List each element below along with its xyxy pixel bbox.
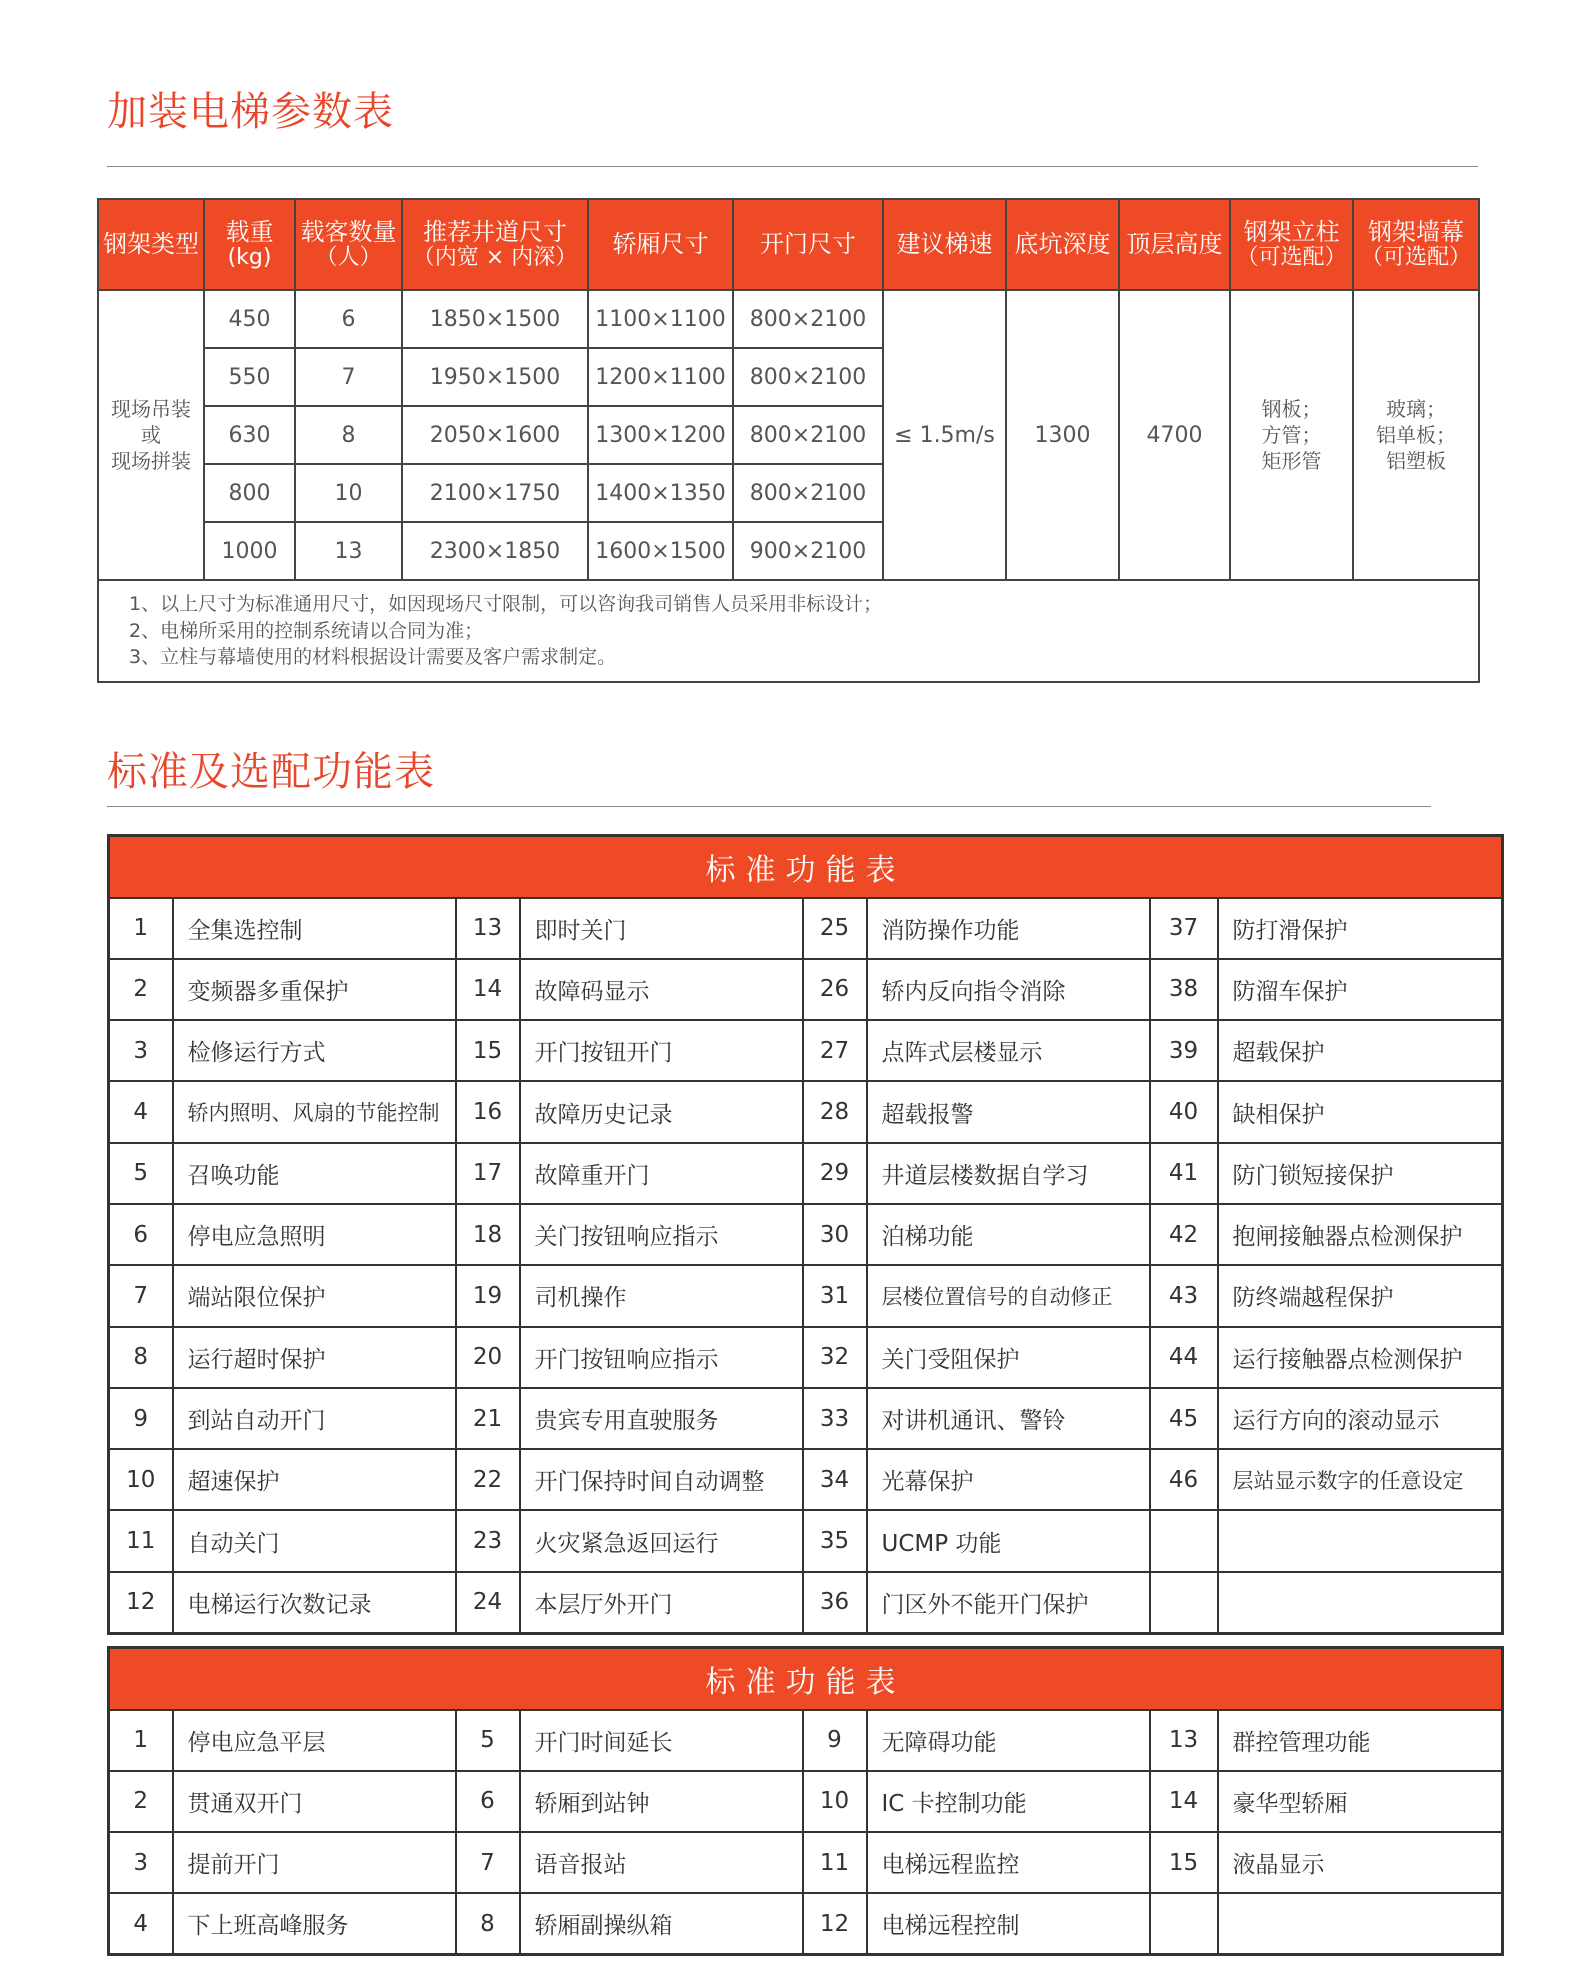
feature-label: 无障碍功能 [867,1710,1150,1771]
load-cell: 550 [204,348,295,406]
car-cell: 1400×1350 [588,464,733,522]
feature-label: 超载报警 [867,1081,1150,1142]
feature-label: 层楼位置信号的自动修正 [867,1265,1150,1326]
feature-number: 20 [456,1327,520,1388]
feature-row [109,1449,1503,1510]
feature-number: 6 [109,1204,173,1265]
feature-number: 46 [1150,1449,1218,1510]
standard-feature-table [107,834,1504,1635]
parameter-table [97,198,1480,683]
speed-cell: ≤ 1.5m/s [883,290,1006,580]
feature-row [109,1020,1503,1081]
parameter-header-row [98,199,1479,290]
shaft-cell: 1950×1500 [402,348,588,406]
feature-label: 本层厅外开门 [520,1572,803,1633]
feature-label: 运行接触器点检测保护 [1218,1327,1503,1388]
feature-label: 对讲机通讯、警铃 [867,1388,1150,1449]
feature-number: 3 [109,1020,173,1081]
feature-label: 运行超时保护 [173,1327,456,1388]
column-cell: 钢板； 方管； 矩形管 [1230,290,1353,580]
feature-label: 防打滑保护 [1218,898,1503,959]
shaft-cell: 2100×1750 [402,464,588,522]
feature-row [109,1204,1503,1265]
feature-row [109,1710,1503,1771]
feature-number: 41 [1150,1143,1218,1204]
feature-number: 9 [803,1710,867,1771]
feature-number: 1 [109,1710,173,1771]
feature-number: 10 [803,1771,867,1832]
feature-number: 11 [803,1832,867,1893]
feature-label: 轿厢副操纵箱 [520,1893,803,1954]
feature-number: 7 [109,1265,173,1326]
car-cell: 1100×1100 [588,290,733,348]
door-cell: 800×2100 [733,348,883,406]
passengers-cell: 10 [295,464,402,522]
feature-number: 4 [109,1893,173,1954]
feature-number: 15 [1150,1832,1218,1893]
feature-label: 故障码显示 [520,959,803,1020]
feature-label: 端站限位保护 [173,1265,456,1326]
feature-row [109,1832,1503,1893]
feature-label: 贵宾专用直驶服务 [520,1388,803,1449]
feature-label: 电梯运行次数记录 [173,1572,456,1633]
header-type: 钢架类型 [98,199,204,290]
feature-label: 贯通双开门 [173,1771,456,1832]
feature-label: 泊梯功能 [867,1204,1150,1265]
feature-label: 超速保护 [173,1449,456,1510]
feature-label: 故障重开门 [520,1143,803,1204]
note-line: 1、以上尺寸为标准通用尺寸，如因现场尺寸限制，可以咨询我司销售人员采用非标设计； [129,593,883,615]
note-line: 3、立柱与幕墙使用的材料根据设计需要及客户需求制定。 [129,646,617,669]
feature-number: 3 [109,1832,173,1893]
feature-label: 火灾紧急返回运行 [520,1510,803,1571]
feature-row [109,1265,1503,1326]
section-title-parameters: 加装电梯参数表 [107,89,394,135]
feature-row [109,1572,1503,1633]
feature-number: 38 [1150,959,1218,1020]
feature-row [109,1081,1503,1142]
feature-number: 39 [1150,1020,1218,1081]
door-cell: 800×2100 [733,406,883,464]
feature-label: 豪华型轿厢 [1218,1771,1503,1832]
feature-label: 司机操作 [520,1265,803,1326]
feature-number [1150,1572,1218,1633]
feature-label: 到站自动开门 [173,1388,456,1449]
feature-label: 变频器多重保护 [173,959,456,1020]
header-load: 载重 (kg) [204,199,295,290]
feature-label: 提前开门 [173,1832,456,1893]
feature-row [109,898,1503,959]
passengers-cell: 13 [295,522,402,580]
feature-label: 全集选控制 [173,898,456,959]
feature-number: 27 [803,1020,867,1081]
feature-label: 超载保护 [1218,1020,1503,1081]
feature-number: 13 [1150,1710,1218,1771]
feature-label: 运行方向的滚动显示 [1218,1388,1503,1449]
notes-cell [98,580,1479,682]
feature-number: 33 [803,1388,867,1449]
feature-number: 42 [1150,1204,1218,1265]
feature-row [109,1143,1503,1204]
feature-number: 13 [456,898,520,959]
feature-label: 电梯远程控制 [867,1893,1150,1954]
section-divider [107,806,1431,807]
optional-table-title: 标准功能表 [109,1648,1503,1710]
header-passengers: 载客数量 （人） [295,199,402,290]
feature-row [109,1893,1503,1954]
shaft-cell: 1850×1500 [402,290,588,348]
feature-label: 缺相保护 [1218,1081,1503,1142]
feature-number: 45 [1150,1388,1218,1449]
feature-label: 停电应急照明 [173,1204,456,1265]
feature-number: 2 [109,959,173,1020]
standard-table-title: 标准功能表 [109,836,1503,898]
feature-number: 5 [456,1710,520,1771]
feature-label: 开门按钮开门 [520,1020,803,1081]
header-door: 开门尺寸 [733,199,883,290]
feature-number: 8 [109,1327,173,1388]
feature-label: 轿内反向指令消除 [867,959,1150,1020]
feature-number: 23 [456,1510,520,1571]
feature-number: 34 [803,1449,867,1510]
feature-label: 液晶显示 [1218,1832,1503,1893]
feature-label: 门区外不能开门保护 [867,1572,1150,1633]
feature-number: 43 [1150,1265,1218,1326]
feature-label: 点阵式层楼显示 [867,1020,1150,1081]
feature-number: 10 [109,1449,173,1510]
passengers-cell: 6 [295,290,402,348]
feature-label: IC 卡控制功能 [867,1771,1150,1832]
feature-number: 11 [109,1510,173,1571]
header-shaft: 推荐井道尺寸 （内宽 × 内深） [402,199,588,290]
feature-number: 5 [109,1143,173,1204]
feature-label: 下上班高峰服务 [173,1893,456,1954]
feature-number: 1 [109,898,173,959]
shaft-cell: 2300×1850 [402,522,588,580]
feature-label: 检修运行方式 [173,1020,456,1081]
feature-number: 2 [109,1771,173,1832]
pit-cell: 1300 [1006,290,1119,580]
feature-row [109,1771,1503,1832]
feature-number: 8 [456,1893,520,1954]
feature-label: 电梯远程监控 [867,1832,1150,1893]
feature-number: 44 [1150,1327,1218,1388]
optional-feature-table [107,1646,1504,1956]
section-title-features: 标准及选配功能表 [107,749,435,795]
feature-label: 停电应急平层 [173,1710,456,1771]
feature-number [1150,1893,1218,1954]
feature-number: 37 [1150,898,1218,959]
type-cell: 现场吊装 或 现场拼装 [98,290,204,580]
header-wall: 钢架墙幕 （可选配） [1353,199,1479,290]
feature-number: 14 [1150,1771,1218,1832]
feature-row [109,959,1503,1020]
passengers-cell: 7 [295,348,402,406]
passengers-cell: 8 [295,406,402,464]
feature-number: 25 [803,898,867,959]
car-cell: 1600×1500 [588,522,733,580]
door-cell: 800×2100 [733,290,883,348]
feature-number: 6 [456,1771,520,1832]
feature-label: 光幕保护 [867,1449,1150,1510]
feature-number: 28 [803,1081,867,1142]
feature-label: 防门锁短接保护 [1218,1143,1503,1204]
car-cell: 1200×1100 [588,348,733,406]
feature-number: 26 [803,959,867,1020]
parameter-row [98,290,1479,348]
section-divider [107,166,1478,167]
feature-label: 抱闸接触器点检测保护 [1218,1204,1503,1265]
feature-number: 15 [456,1020,520,1081]
header-overhead: 顶层高度 [1119,199,1230,290]
feature-label [1218,1510,1503,1571]
feature-number: 12 [109,1572,173,1633]
load-cell: 1000 [204,522,295,580]
feature-label: 语音报站 [520,1832,803,1893]
feature-number: 40 [1150,1081,1218,1142]
shaft-cell: 2050×1600 [402,406,588,464]
feature-number [1150,1510,1218,1571]
feature-label: UCMP 功能 [867,1510,1150,1571]
feature-number: 21 [456,1388,520,1449]
feature-number: 18 [456,1204,520,1265]
feature-label: 故障历史记录 [520,1081,803,1142]
car-cell: 1300×1200 [588,406,733,464]
feature-number: 31 [803,1265,867,1326]
feature-label [1218,1572,1503,1633]
feature-number: 24 [456,1572,520,1633]
feature-label: 即时关门 [520,898,803,959]
feature-row [109,1388,1503,1449]
header-speed: 建议梯速 [883,199,1006,290]
load-cell: 800 [204,464,295,522]
feature-label: 自动关门 [173,1510,456,1571]
overhead-cell: 4700 [1119,290,1230,580]
feature-number: 17 [456,1143,520,1204]
feature-number: 32 [803,1327,867,1388]
feature-number: 7 [456,1832,520,1893]
feature-label: 群控管理功能 [1218,1710,1503,1771]
feature-label: 开门保持时间自动调整 [520,1449,803,1510]
feature-number: 14 [456,959,520,1020]
feature-number: 4 [109,1081,173,1142]
note-line: 2、电梯所采用的控制系统请以合同为准； [129,619,484,642]
feature-label [1218,1893,1503,1954]
feature-label: 防终端越程保护 [1218,1265,1503,1326]
feature-label: 轿内照明、风扇的节能控制 [173,1081,456,1142]
feature-number: 30 [803,1204,867,1265]
door-cell: 900×2100 [733,522,883,580]
feature-number: 36 [803,1572,867,1633]
feature-row [109,1510,1503,1571]
feature-row [109,1327,1503,1388]
header-pit: 底坑深度 [1006,199,1119,290]
feature-label: 关门按钮响应指示 [520,1204,803,1265]
feature-label: 层站显示数字的任意设定 [1218,1449,1503,1510]
header-car: 轿厢尺寸 [588,199,733,290]
door-cell: 800×2100 [733,464,883,522]
feature-label: 消防操作功能 [867,898,1150,959]
feature-label: 轿厢到站钟 [520,1771,803,1832]
feature-number: 22 [456,1449,520,1510]
feature-number: 29 [803,1143,867,1204]
feature-number: 9 [109,1388,173,1449]
feature-label: 召唤功能 [173,1143,456,1204]
load-cell: 450 [204,290,295,348]
feature-number: 19 [456,1265,520,1326]
header-column: 钢架立柱 （可选配） [1230,199,1353,290]
feature-number: 12 [803,1893,867,1954]
feature-label: 开门时间延长 [520,1710,803,1771]
wall-cell: 玻璃； 铝单板； 铝塑板 [1353,290,1479,580]
feature-label: 开门按钮响应指示 [520,1327,803,1388]
feature-label: 井道层楼数据自学习 [867,1143,1150,1204]
feature-label: 防溜车保护 [1218,959,1503,1020]
feature-number: 35 [803,1510,867,1571]
feature-number: 16 [456,1081,520,1142]
notes-row [98,580,1479,682]
feature-label: 关门受阻保护 [867,1327,1150,1388]
load-cell: 630 [204,406,295,464]
